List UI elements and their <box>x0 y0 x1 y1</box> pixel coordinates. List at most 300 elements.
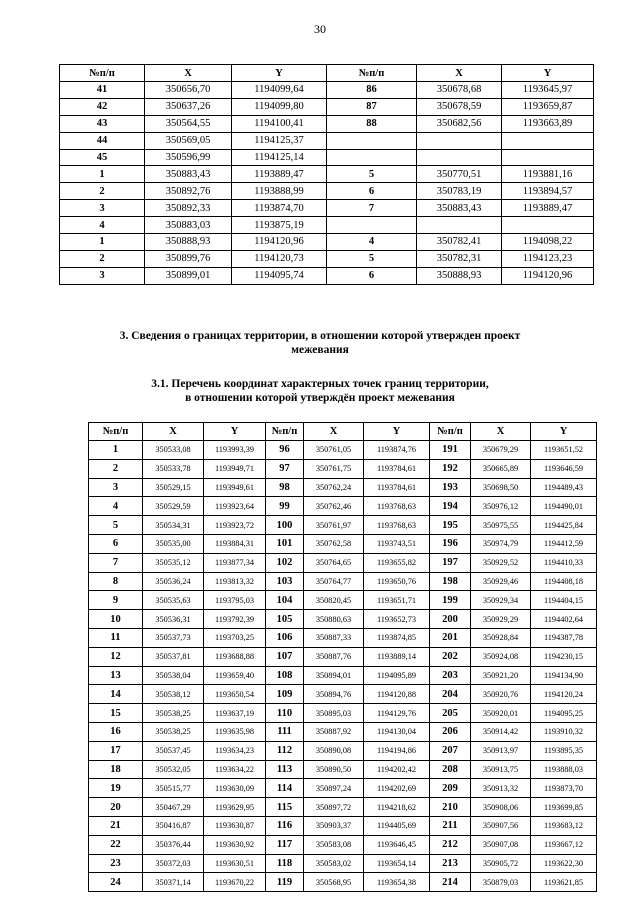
y-coordinate-cell: 1193768,63 <box>364 516 430 535</box>
x-coordinate-cell: 350532,05 <box>143 760 204 779</box>
point-number-cell: 209 <box>430 779 471 798</box>
x-coordinate-cell: 350569,05 <box>145 132 232 149</box>
x-coordinate-cell: 350907,56 <box>471 816 531 835</box>
x-coordinate-cell: 350416,87 <box>143 816 204 835</box>
x-coordinate-cell: 350761,97 <box>304 516 364 535</box>
y-coordinate-cell: 1193784,61 <box>364 459 430 478</box>
x-coordinate-cell: 350883,43 <box>417 200 502 217</box>
column-header: №п/п <box>60 65 145 82</box>
point-number-cell: 108 <box>266 666 304 685</box>
x-coordinate-cell: 350762,46 <box>304 497 364 516</box>
x-coordinate-cell: 350568,95 <box>304 873 364 892</box>
y-coordinate-cell: 1194425,84 <box>531 516 597 535</box>
y-coordinate-cell: 1194230,15 <box>531 647 597 666</box>
x-coordinate-cell: 350895,03 <box>304 704 364 723</box>
column-header: Y <box>502 65 594 82</box>
point-number-cell: 111 <box>266 722 304 741</box>
y-coordinate-cell: 1193630,87 <box>204 816 266 835</box>
table-row <box>89 779 597 798</box>
column-header: №п/п <box>89 423 143 441</box>
y-coordinate-cell: 1193873,70 <box>531 779 597 798</box>
y-coordinate-cell: 1193792,39 <box>204 610 266 629</box>
point-number-cell: 212 <box>430 835 471 854</box>
table-row <box>60 217 594 234</box>
point-number-cell: 203 <box>430 666 471 685</box>
y-coordinate-cell: 1193875,19 <box>232 217 327 234</box>
point-number-cell: 43 <box>60 115 145 132</box>
table-row <box>89 647 597 666</box>
table-row <box>60 132 594 149</box>
point-number-cell: 15 <box>89 704 143 723</box>
point-number-cell: 19 <box>89 779 143 798</box>
point-number-cell: 96 <box>266 441 304 460</box>
x-coordinate-cell <box>417 149 502 166</box>
point-number-cell: 6 <box>327 183 417 200</box>
point-number-cell: 5 <box>327 166 417 183</box>
point-number-cell: 98 <box>266 478 304 497</box>
x-coordinate-cell: 350637,26 <box>145 98 232 115</box>
point-number-cell: 116 <box>266 816 304 835</box>
point-number-cell: 197 <box>430 553 471 572</box>
column-header: №п/п <box>266 423 304 441</box>
point-number-cell: 214 <box>430 873 471 892</box>
x-coordinate-cell: 350975,55 <box>471 516 531 535</box>
point-number-cell: 6 <box>327 267 417 284</box>
table-row <box>89 628 597 647</box>
y-coordinate-cell: 1193654,38 <box>364 873 430 892</box>
x-coordinate-cell: 350883,43 <box>145 166 232 183</box>
x-coordinate-cell: 350583,08 <box>304 835 364 854</box>
point-number-cell: 102 <box>266 553 304 572</box>
x-coordinate-cell: 350372,03 <box>143 854 204 873</box>
y-coordinate-cell: 1194095,74 <box>232 267 327 284</box>
x-coordinate-cell: 350892,76 <box>145 183 232 200</box>
y-coordinate-cell: 1193688,88 <box>204 647 266 666</box>
x-coordinate-cell: 350529,15 <box>143 478 204 497</box>
point-number-cell: 7 <box>89 553 143 572</box>
point-number-cell: 10 <box>89 610 143 629</box>
point-number-cell: 107 <box>266 647 304 666</box>
point-number-cell: 199 <box>430 591 471 610</box>
y-coordinate-cell: 1194125,14 <box>232 149 327 166</box>
table-body <box>60 82 594 285</box>
y-coordinate-cell: 1194099,80 <box>232 98 327 115</box>
table-row <box>60 82 594 99</box>
point-number-cell: 18 <box>89 760 143 779</box>
x-coordinate-cell: 350899,76 <box>145 250 232 267</box>
x-coordinate-cell: 350596,99 <box>145 149 232 166</box>
x-coordinate-cell: 350782,41 <box>417 234 502 251</box>
y-coordinate-cell: 1193889,14 <box>364 647 430 666</box>
point-number-cell <box>327 132 417 149</box>
x-coordinate-cell: 350761,75 <box>304 459 364 478</box>
point-number-cell: 191 <box>430 441 471 460</box>
point-number-cell: 103 <box>266 572 304 591</box>
point-number-cell: 114 <box>266 779 304 798</box>
point-number-cell: 100 <box>266 516 304 535</box>
point-number-cell: 9 <box>89 591 143 610</box>
y-coordinate-cell: 1193630,09 <box>204 779 266 798</box>
table-header-row <box>60 65 594 82</box>
point-number-cell <box>327 217 417 234</box>
x-coordinate-cell: 350883,03 <box>145 217 232 234</box>
x-coordinate-cell: 350894,01 <box>304 666 364 685</box>
x-coordinate-cell: 350538,25 <box>143 722 204 741</box>
x-coordinate-cell: 350682,56 <box>417 115 502 132</box>
table-header-row <box>89 423 597 441</box>
y-coordinate-cell: 1193663,89 <box>502 115 594 132</box>
point-number-cell: 119 <box>266 873 304 892</box>
table-row <box>89 666 597 685</box>
x-coordinate-cell: 350467,29 <box>143 798 204 817</box>
y-coordinate-cell: 1193768,63 <box>364 497 430 516</box>
point-number-cell: 86 <box>327 82 417 99</box>
point-number-cell: 44 <box>60 132 145 149</box>
y-coordinate-cell: 1193637,19 <box>204 704 266 723</box>
y-coordinate-cell: 1193703,25 <box>204 628 266 647</box>
y-coordinate-cell: 1193743,51 <box>364 534 430 553</box>
y-coordinate-cell: 1194404,15 <box>531 591 597 610</box>
point-number-cell: 2 <box>89 459 143 478</box>
x-coordinate-cell: 350887,33 <box>304 628 364 647</box>
page-number: 30 <box>314 22 326 36</box>
point-number-cell: 118 <box>266 854 304 873</box>
x-coordinate-cell: 350914,42 <box>471 722 531 741</box>
y-coordinate-cell: 1193813,32 <box>204 572 266 591</box>
y-coordinate-cell: 1194387,78 <box>531 628 597 647</box>
x-coordinate-cell: 350762,58 <box>304 534 364 553</box>
x-coordinate-cell: 350929,52 <box>471 553 531 572</box>
table-row <box>60 250 594 267</box>
coordinates-table-bottom <box>88 422 597 892</box>
x-coordinate-cell: 350899,01 <box>145 267 232 284</box>
x-coordinate-cell: 350890,08 <box>304 741 364 760</box>
table-row <box>60 267 594 284</box>
point-number-cell: 207 <box>430 741 471 760</box>
x-coordinate-cell: 350536,24 <box>143 572 204 591</box>
x-coordinate-cell: 350894,76 <box>304 685 364 704</box>
x-coordinate-cell: 350678,68 <box>417 82 502 99</box>
x-coordinate-cell: 350913,32 <box>471 779 531 798</box>
column-header: №п/п <box>430 423 471 441</box>
point-number-cell: 204 <box>430 685 471 704</box>
y-coordinate-cell: 1193683,12 <box>531 816 597 835</box>
point-number-cell: 192 <box>430 459 471 478</box>
table-row <box>89 516 597 535</box>
y-coordinate-cell: 1193670,22 <box>204 873 266 892</box>
point-number-cell: 112 <box>266 741 304 760</box>
x-coordinate-cell: 350782,31 <box>417 250 502 267</box>
point-number-cell: 12 <box>89 647 143 666</box>
column-header: X <box>417 65 502 82</box>
point-number-cell: 200 <box>430 610 471 629</box>
x-coordinate-cell: 350371,14 <box>143 873 204 892</box>
column-header: Y <box>531 423 597 441</box>
point-number-cell: 193 <box>430 478 471 497</box>
point-number-cell: 16 <box>89 722 143 741</box>
x-coordinate-cell: 350538,04 <box>143 666 204 685</box>
y-coordinate-cell: 1193881,16 <box>502 166 594 183</box>
x-coordinate-cell: 350892,33 <box>145 200 232 217</box>
point-number-cell: 4 <box>327 234 417 251</box>
y-coordinate-cell: 1194490,01 <box>531 497 597 516</box>
point-number-cell: 97 <box>266 459 304 478</box>
x-coordinate-cell <box>417 132 502 149</box>
y-coordinate-cell: 1193629,95 <box>204 798 266 817</box>
table-row <box>60 98 594 115</box>
y-coordinate-cell: 1194120,24 <box>531 685 597 704</box>
point-number-cell: 24 <box>89 873 143 892</box>
point-number-cell: 45 <box>60 149 145 166</box>
table-row <box>89 722 597 741</box>
x-coordinate-cell: 350535,00 <box>143 534 204 553</box>
point-number-cell: 6 <box>89 534 143 553</box>
point-number-cell: 4 <box>60 217 145 234</box>
table-row <box>89 610 597 629</box>
x-coordinate-cell: 350656,70 <box>145 82 232 99</box>
coordinates-table-top <box>59 64 594 285</box>
x-coordinate-cell: 350783,19 <box>417 183 502 200</box>
point-number-cell: 11 <box>89 628 143 647</box>
x-coordinate-cell: 350537,45 <box>143 741 204 760</box>
y-coordinate-cell: 1193894,57 <box>502 183 594 200</box>
point-number-cell: 115 <box>266 798 304 817</box>
x-coordinate-cell: 350908,06 <box>471 798 531 817</box>
point-number-cell: 42 <box>60 98 145 115</box>
y-coordinate-cell: 1194099,64 <box>232 82 327 99</box>
y-coordinate-cell: 1193645,97 <box>502 82 594 99</box>
x-coordinate-cell: 350929,46 <box>471 572 531 591</box>
table-body <box>89 441 597 892</box>
x-coordinate-cell: 350515,77 <box>143 779 204 798</box>
x-coordinate-cell: 350913,75 <box>471 760 531 779</box>
section-3-heading-line-1: 3. Сведения о границах территории, в отношении которой утвержден проект <box>119 330 521 342</box>
point-number-cell: 13 <box>89 666 143 685</box>
y-coordinate-cell: 1193634,23 <box>204 741 266 760</box>
table-row <box>60 115 594 132</box>
point-number-cell: 99 <box>266 497 304 516</box>
section-3-heading <box>0 329 640 357</box>
point-number-cell: 21 <box>89 816 143 835</box>
x-coordinate-cell: 350920,76 <box>471 685 531 704</box>
x-coordinate-cell: 350887,76 <box>304 647 364 666</box>
x-coordinate-cell: 350770,51 <box>417 166 502 183</box>
section-3-1-heading <box>0 377 640 405</box>
x-coordinate-cell: 350529,59 <box>143 497 204 516</box>
y-coordinate-cell: 1194125,37 <box>232 132 327 149</box>
point-number-cell: 22 <box>89 835 143 854</box>
x-coordinate-cell: 350536,31 <box>143 610 204 629</box>
table-row <box>60 149 594 166</box>
point-number-cell: 14 <box>89 685 143 704</box>
y-coordinate-cell: 1193888,03 <box>531 760 597 779</box>
y-coordinate-cell: 1193910,32 <box>531 722 597 741</box>
table-row <box>89 798 597 817</box>
x-coordinate-cell: 350537,73 <box>143 628 204 647</box>
point-number-cell: 4 <box>89 497 143 516</box>
y-coordinate-cell: 1194412,59 <box>531 534 597 553</box>
point-number-cell: 113 <box>266 760 304 779</box>
y-coordinate-cell: 1193895,35 <box>531 741 597 760</box>
y-coordinate-cell <box>502 149 594 166</box>
x-coordinate-cell: 350820,45 <box>304 591 364 610</box>
x-coordinate-cell: 350678,59 <box>417 98 502 115</box>
y-coordinate-cell: 1193651,52 <box>531 441 597 460</box>
y-coordinate-cell: 1194098,22 <box>502 234 594 251</box>
table-row <box>89 459 597 478</box>
y-coordinate-cell: 1194130,04 <box>364 722 430 741</box>
point-number-cell: 211 <box>430 816 471 835</box>
y-coordinate-cell: 1193630,92 <box>204 835 266 854</box>
y-coordinate-cell: 1193874,70 <box>232 200 327 217</box>
point-number-cell: 23 <box>89 854 143 873</box>
y-coordinate-cell: 1194202,42 <box>364 760 430 779</box>
y-coordinate-cell: 1193993,39 <box>204 441 266 460</box>
y-coordinate-cell: 1193651,71 <box>364 591 430 610</box>
y-coordinate-cell: 1193923,64 <box>204 497 266 516</box>
y-coordinate-cell: 1193667,12 <box>531 835 597 854</box>
point-number-cell: 2 <box>60 183 145 200</box>
x-coordinate-cell: 350761,05 <box>304 441 364 460</box>
point-number-cell: 198 <box>430 572 471 591</box>
y-coordinate-cell: 1194194,86 <box>364 741 430 760</box>
x-coordinate-cell: 350974,79 <box>471 534 531 553</box>
x-coordinate-cell: 350764,77 <box>304 572 364 591</box>
point-number-cell: 17 <box>89 741 143 760</box>
y-coordinate-cell: 1194410,33 <box>531 553 597 572</box>
point-number-cell: 201 <box>430 628 471 647</box>
point-number-cell <box>327 149 417 166</box>
x-coordinate-cell: 350538,12 <box>143 685 204 704</box>
x-coordinate-cell: 350537,81 <box>143 647 204 666</box>
y-coordinate-cell: 1193889,47 <box>232 166 327 183</box>
x-coordinate-cell: 350907,08 <box>471 835 531 854</box>
column-header: Y <box>364 423 430 441</box>
y-coordinate-cell: 1193699,85 <box>531 798 597 817</box>
point-number-cell: 101 <box>266 534 304 553</box>
point-number-cell: 20 <box>89 798 143 817</box>
point-number-cell: 7 <box>327 200 417 217</box>
x-coordinate-cell: 350976,12 <box>471 497 531 516</box>
table-row <box>89 497 597 516</box>
y-coordinate-cell: 1193650,54 <box>204 685 266 704</box>
y-coordinate-cell <box>502 132 594 149</box>
y-coordinate-cell: 1193795,03 <box>204 591 266 610</box>
column-header: X <box>143 423 204 441</box>
y-coordinate-cell: 1193949,61 <box>204 478 266 497</box>
y-coordinate-cell: 1193654,14 <box>364 854 430 873</box>
x-coordinate-cell: 350888,93 <box>145 234 232 251</box>
column-header: X <box>145 65 232 82</box>
x-coordinate-cell: 350535,63 <box>143 591 204 610</box>
x-coordinate-cell: 350921,20 <box>471 666 531 685</box>
point-number-cell: 2 <box>60 250 145 267</box>
y-coordinate-cell: 1193621,85 <box>531 873 597 892</box>
table-row <box>89 873 597 892</box>
point-number-cell: 206 <box>430 722 471 741</box>
y-coordinate-cell: 1193874,76 <box>364 441 430 460</box>
y-coordinate-cell: 1193784,61 <box>364 478 430 497</box>
table-row <box>89 572 597 591</box>
y-coordinate-cell: 1193884,31 <box>204 534 266 553</box>
table-row <box>60 200 594 217</box>
y-coordinate-cell: 1193634,22 <box>204 760 266 779</box>
point-number-cell: 87 <box>327 98 417 115</box>
point-number-cell: 205 <box>430 704 471 723</box>
point-number-cell: 3 <box>60 200 145 217</box>
y-coordinate-cell: 1194405,69 <box>364 816 430 835</box>
table-row <box>89 534 597 553</box>
x-coordinate-cell: 350538,25 <box>143 704 204 723</box>
table-row <box>89 816 597 835</box>
y-coordinate-cell: 1194120,88 <box>364 685 430 704</box>
x-coordinate-cell: 350929,34 <box>471 591 531 610</box>
x-coordinate-cell: 350920,01 <box>471 704 531 723</box>
table-row <box>60 166 594 183</box>
x-coordinate-cell: 350903,37 <box>304 816 364 835</box>
section-3-1-heading-line-2: в отношении которой утверждён проект межевания <box>185 392 455 404</box>
point-number-cell: 5 <box>327 250 417 267</box>
point-number-cell: 105 <box>266 610 304 629</box>
table-row <box>60 183 594 200</box>
x-coordinate-cell: 350564,55 <box>145 115 232 132</box>
point-number-cell: 110 <box>266 704 304 723</box>
y-coordinate-cell: 1194095,25 <box>531 704 597 723</box>
column-header: №п/п <box>327 65 417 82</box>
x-coordinate-cell: 350762,24 <box>304 478 364 497</box>
x-coordinate-cell: 350533,08 <box>143 441 204 460</box>
x-coordinate-cell: 350880,63 <box>304 610 364 629</box>
y-coordinate-cell: 1193652,73 <box>364 610 430 629</box>
y-coordinate-cell: 1194202,69 <box>364 779 430 798</box>
point-number-cell: 3 <box>89 478 143 497</box>
table-row <box>89 704 597 723</box>
x-coordinate-cell: 350924,08 <box>471 647 531 666</box>
point-number-cell: 202 <box>430 647 471 666</box>
x-coordinate-cell: 350698,50 <box>471 478 531 497</box>
x-coordinate-cell: 350679,29 <box>471 441 531 460</box>
section-3-1-heading-line-1: 3.1. Перечень координат характерных точек границ территории, <box>151 378 489 390</box>
y-coordinate-cell: 1193635,98 <box>204 722 266 741</box>
table-row <box>89 553 597 572</box>
point-number-cell: 1 <box>60 234 145 251</box>
y-coordinate-cell: 1194134,90 <box>531 666 597 685</box>
x-coordinate-cell: 350905,72 <box>471 854 531 873</box>
x-coordinate-cell: 350913,97 <box>471 741 531 760</box>
table-row <box>89 741 597 760</box>
y-coordinate-cell: 1194100,41 <box>232 115 327 132</box>
y-coordinate-cell: 1193888,99 <box>232 183 327 200</box>
point-number-cell: 213 <box>430 854 471 873</box>
x-coordinate-cell: 350879,03 <box>471 873 531 892</box>
point-number-cell: 8 <box>89 572 143 591</box>
point-number-cell: 106 <box>266 628 304 647</box>
x-coordinate-cell: 350376,44 <box>143 835 204 854</box>
y-coordinate-cell: 1193659,40 <box>204 666 266 685</box>
point-number-cell: 196 <box>430 534 471 553</box>
point-number-cell: 1 <box>89 441 143 460</box>
x-coordinate-cell: 350583,02 <box>304 854 364 873</box>
y-coordinate-cell: 1194120,96 <box>502 267 594 284</box>
y-coordinate-cell: 1194095,89 <box>364 666 430 685</box>
y-coordinate-cell: 1194408,18 <box>531 572 597 591</box>
y-coordinate-cell: 1193622,30 <box>531 854 597 873</box>
point-number-cell: 109 <box>266 685 304 704</box>
x-coordinate-cell: 350897,24 <box>304 779 364 798</box>
y-coordinate-cell: 1193646,59 <box>531 459 597 478</box>
point-number-cell: 1 <box>60 166 145 183</box>
y-coordinate-cell: 1193923,72 <box>204 516 266 535</box>
